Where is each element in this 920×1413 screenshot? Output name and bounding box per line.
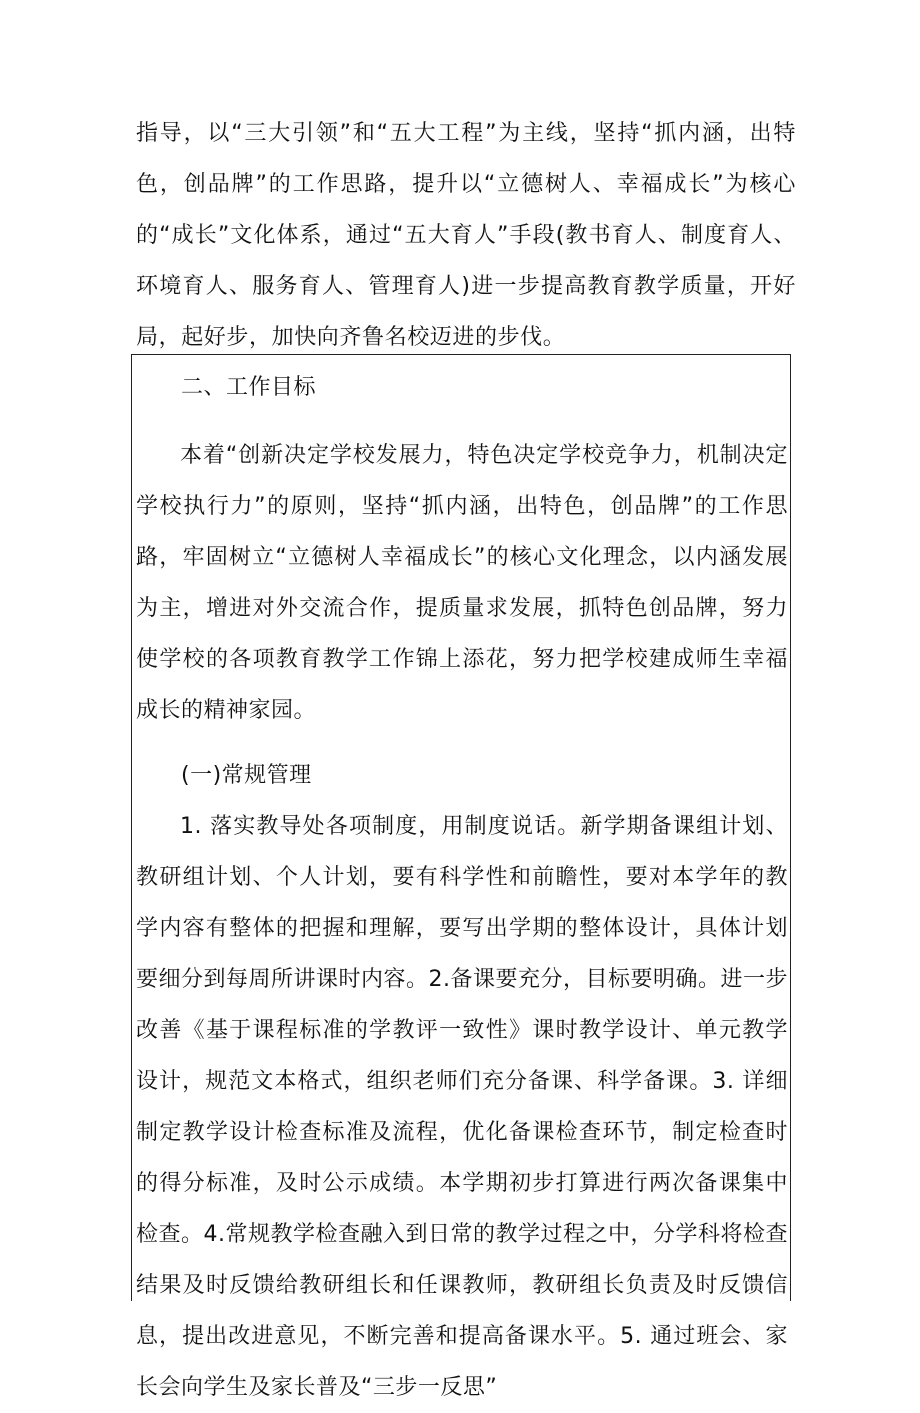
section-content bbox=[136, 365, 788, 1413]
subsection-paragraph: 1. 落实教导处各项制度，用制度说话。新学期备课组计划、教研组计划、个人计划，要有科学性和前瞻性，要对本学年的教学内容有整体的把握和理解，要写出学期的整体设计，具体计划要细分到每周所讲课时内容。2.备课要充分，目标要明确。进一步改善《基于课程标准的学教评一致性》课时教学设计、单元教学设计，规范文本格式，组织老师们充分备课、科学备课。3. 详细制定教学设计检查标准及流程，优化备课检查环节，制定检查时的得分标准，及时公示成绩。本学期初步打算进行两次备课集中检查。4.常规教学检查融入到日常的教学过程之中，分学科将检查结果及时反馈给教研组长和任课教师，教研组长负责及时反馈信息，提出改进意见，不断完善和提高备课水平。5. 通过班会、家长会向学生及家长普及“三步一反思” bbox=[136, 814, 788, 1400]
intro-paragraph: 指导，以“三大引领”和“五大工程”为主线，坚持“抓内涵，出特色，创品牌”的工作思路，提升以“立德树人、幸福成长”为核心的“成长”文化体系，通过“五大育人”手段(教书育人、制度育人、环境育人、服务育人、管理育人)进一步提高教育教学质量，开好局，起好步，加快向齐鲁名校迈进的步伐。 bbox=[136, 121, 796, 350]
subsection-heading: (一)常规管理 bbox=[181, 763, 312, 788]
section-heading: 二、工作目标 bbox=[181, 375, 317, 400]
bordered-section bbox=[131, 354, 791, 1400]
section-paragraph: 本着“创新决定学校发展力，特色决定学校竞争力，机制决定学校执行力”的原则，坚持“抓内涵，出特色，创品牌”的工作思路，牢固树立“立德树人幸福成长”的核心文化理念，以内涵发展为主，增进对外交流合作，提质量求发展，抓特色创品牌，努力使学校的各项教育教学工作锦上添花，努力把学校建成师生幸福成长的精神家园。 bbox=[136, 443, 788, 723]
